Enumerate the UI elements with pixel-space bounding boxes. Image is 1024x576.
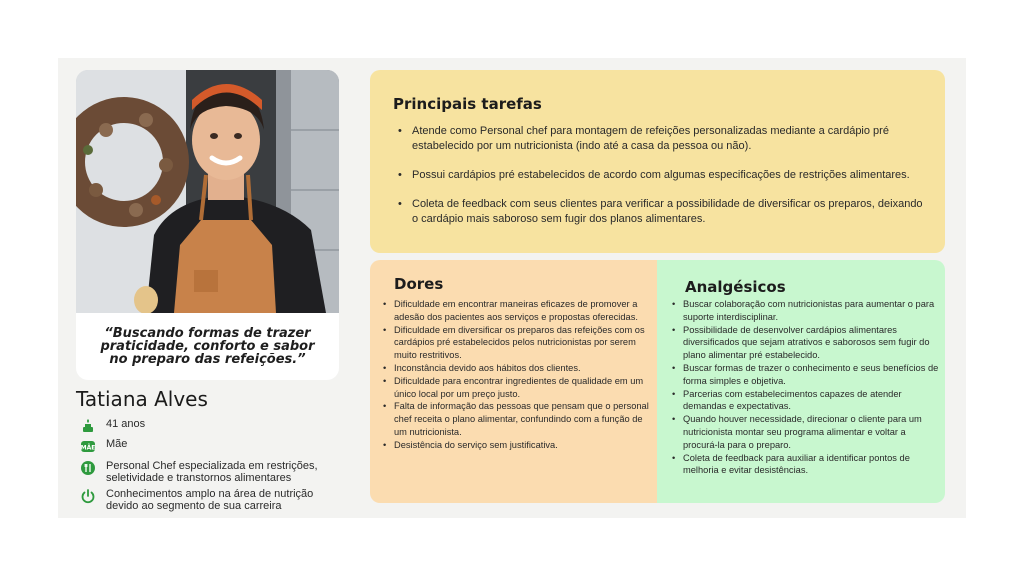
info-age-text: 41 anos <box>106 418 146 430</box>
list-item: • Dificuldade em diversificar os preparos das refeições com os cardápios pré estabelecidos pelos nutricionistas por serem muito restritivos. <box>382 324 650 362</box>
list-item: • Coleta de feedback para auxiliar a identificar pontos de melhoria e evitar desistências. <box>671 452 939 478</box>
pain-relievers-list <box>671 298 939 477</box>
pains-panel <box>370 260 657 503</box>
list-item: • Falta de informação das pessoas que pensam que o personal chef receita o plano alimentar, confundindo com a função de um nutricionista. <box>382 400 650 438</box>
mother-icon <box>80 438 96 454</box>
age-icon <box>80 418 96 434</box>
pains-title: Dores <box>394 275 444 293</box>
list-item: • Quando houver necessidade, direcionar o cliente para um nutricionista montar seu programa alimentar e voltar a procurá-la para o preparo. <box>671 413 939 451</box>
info-family-text: Mãe <box>106 438 128 450</box>
persona-photo <box>76 70 339 313</box>
power-icon <box>80 488 96 504</box>
info-knowledge-text: Conhecimentos amplo na área de nutrição devido ao segmento de sua carreira <box>106 488 314 512</box>
list-item: • Atende como Personal chef para montagem de refeições personalizadas mediante a cardápio pré estabelecido por um nutricionista (indo até a casa da pessoa ou não). <box>398 124 928 154</box>
chef-utensils-icon <box>80 460 96 476</box>
list-item: • Parcerias com estabelecimentos capazes de atender demandas e expectativas. <box>671 388 939 414</box>
pain-relievers-title: Analgésicos <box>685 278 786 296</box>
list-item: • Desistência do serviço sem justificativa. <box>382 439 650 452</box>
svg-text:MÃE: MÃE <box>80 444 96 452</box>
pains-list <box>382 298 650 452</box>
pain-relievers-panel <box>657 260 945 503</box>
persona-quote: “Buscando formas de trazer praticidade, conforto e sabor no preparo das refeições.” <box>100 326 315 367</box>
list-item: • Buscar formas de trazer o conhecimento e seus benefícios de forma simples e objetiva. <box>671 362 939 388</box>
list-item: • Possibilidade de desenvolver cardápios alimentares diversificados que sejam atrativos e saborosos sem fugir do plano alimentar pré estabelecido. <box>671 324 939 362</box>
info-profession-text: Personal Chef especializada em restrições, seletividade e transtornos alimentares <box>106 460 318 484</box>
tasks-list <box>398 124 928 241</box>
info-profession <box>80 460 336 484</box>
list-item: • Dificuldade em encontrar maneiras eficazes de promover a adesão dos pacientes aos serviços e propostas oferecidas. <box>382 298 650 324</box>
tasks-title: Principais tarefas <box>393 95 542 113</box>
list-item: • Inconstância devido aos hábitos dos clientes. <box>382 362 650 375</box>
list-item: • Coleta de feedback com seus clientes para verificar a possibilidade de diversificar os preparos, deixando o cardápio mais saboroso sem fugir dos planos alimentares. <box>398 197 928 227</box>
list-item: • Possui cardápios pré estabelecidos de acordo com algumas especificações de restrições alimentares. <box>398 168 928 183</box>
tasks-panel <box>370 70 945 253</box>
persona-name: Tatiana Alves <box>76 387 208 411</box>
list-item: • Buscar colaboração com nutricionistas para aumentar o para suporte interdisciplinar. <box>671 298 939 324</box>
list-item: • Dificuldade para encontrar ingredientes de qualidade em um único local por um preço justo. <box>382 375 650 401</box>
info-family <box>80 438 336 454</box>
info-age <box>80 418 336 434</box>
info-knowledge <box>80 488 336 512</box>
persona-photo-card <box>76 70 339 380</box>
